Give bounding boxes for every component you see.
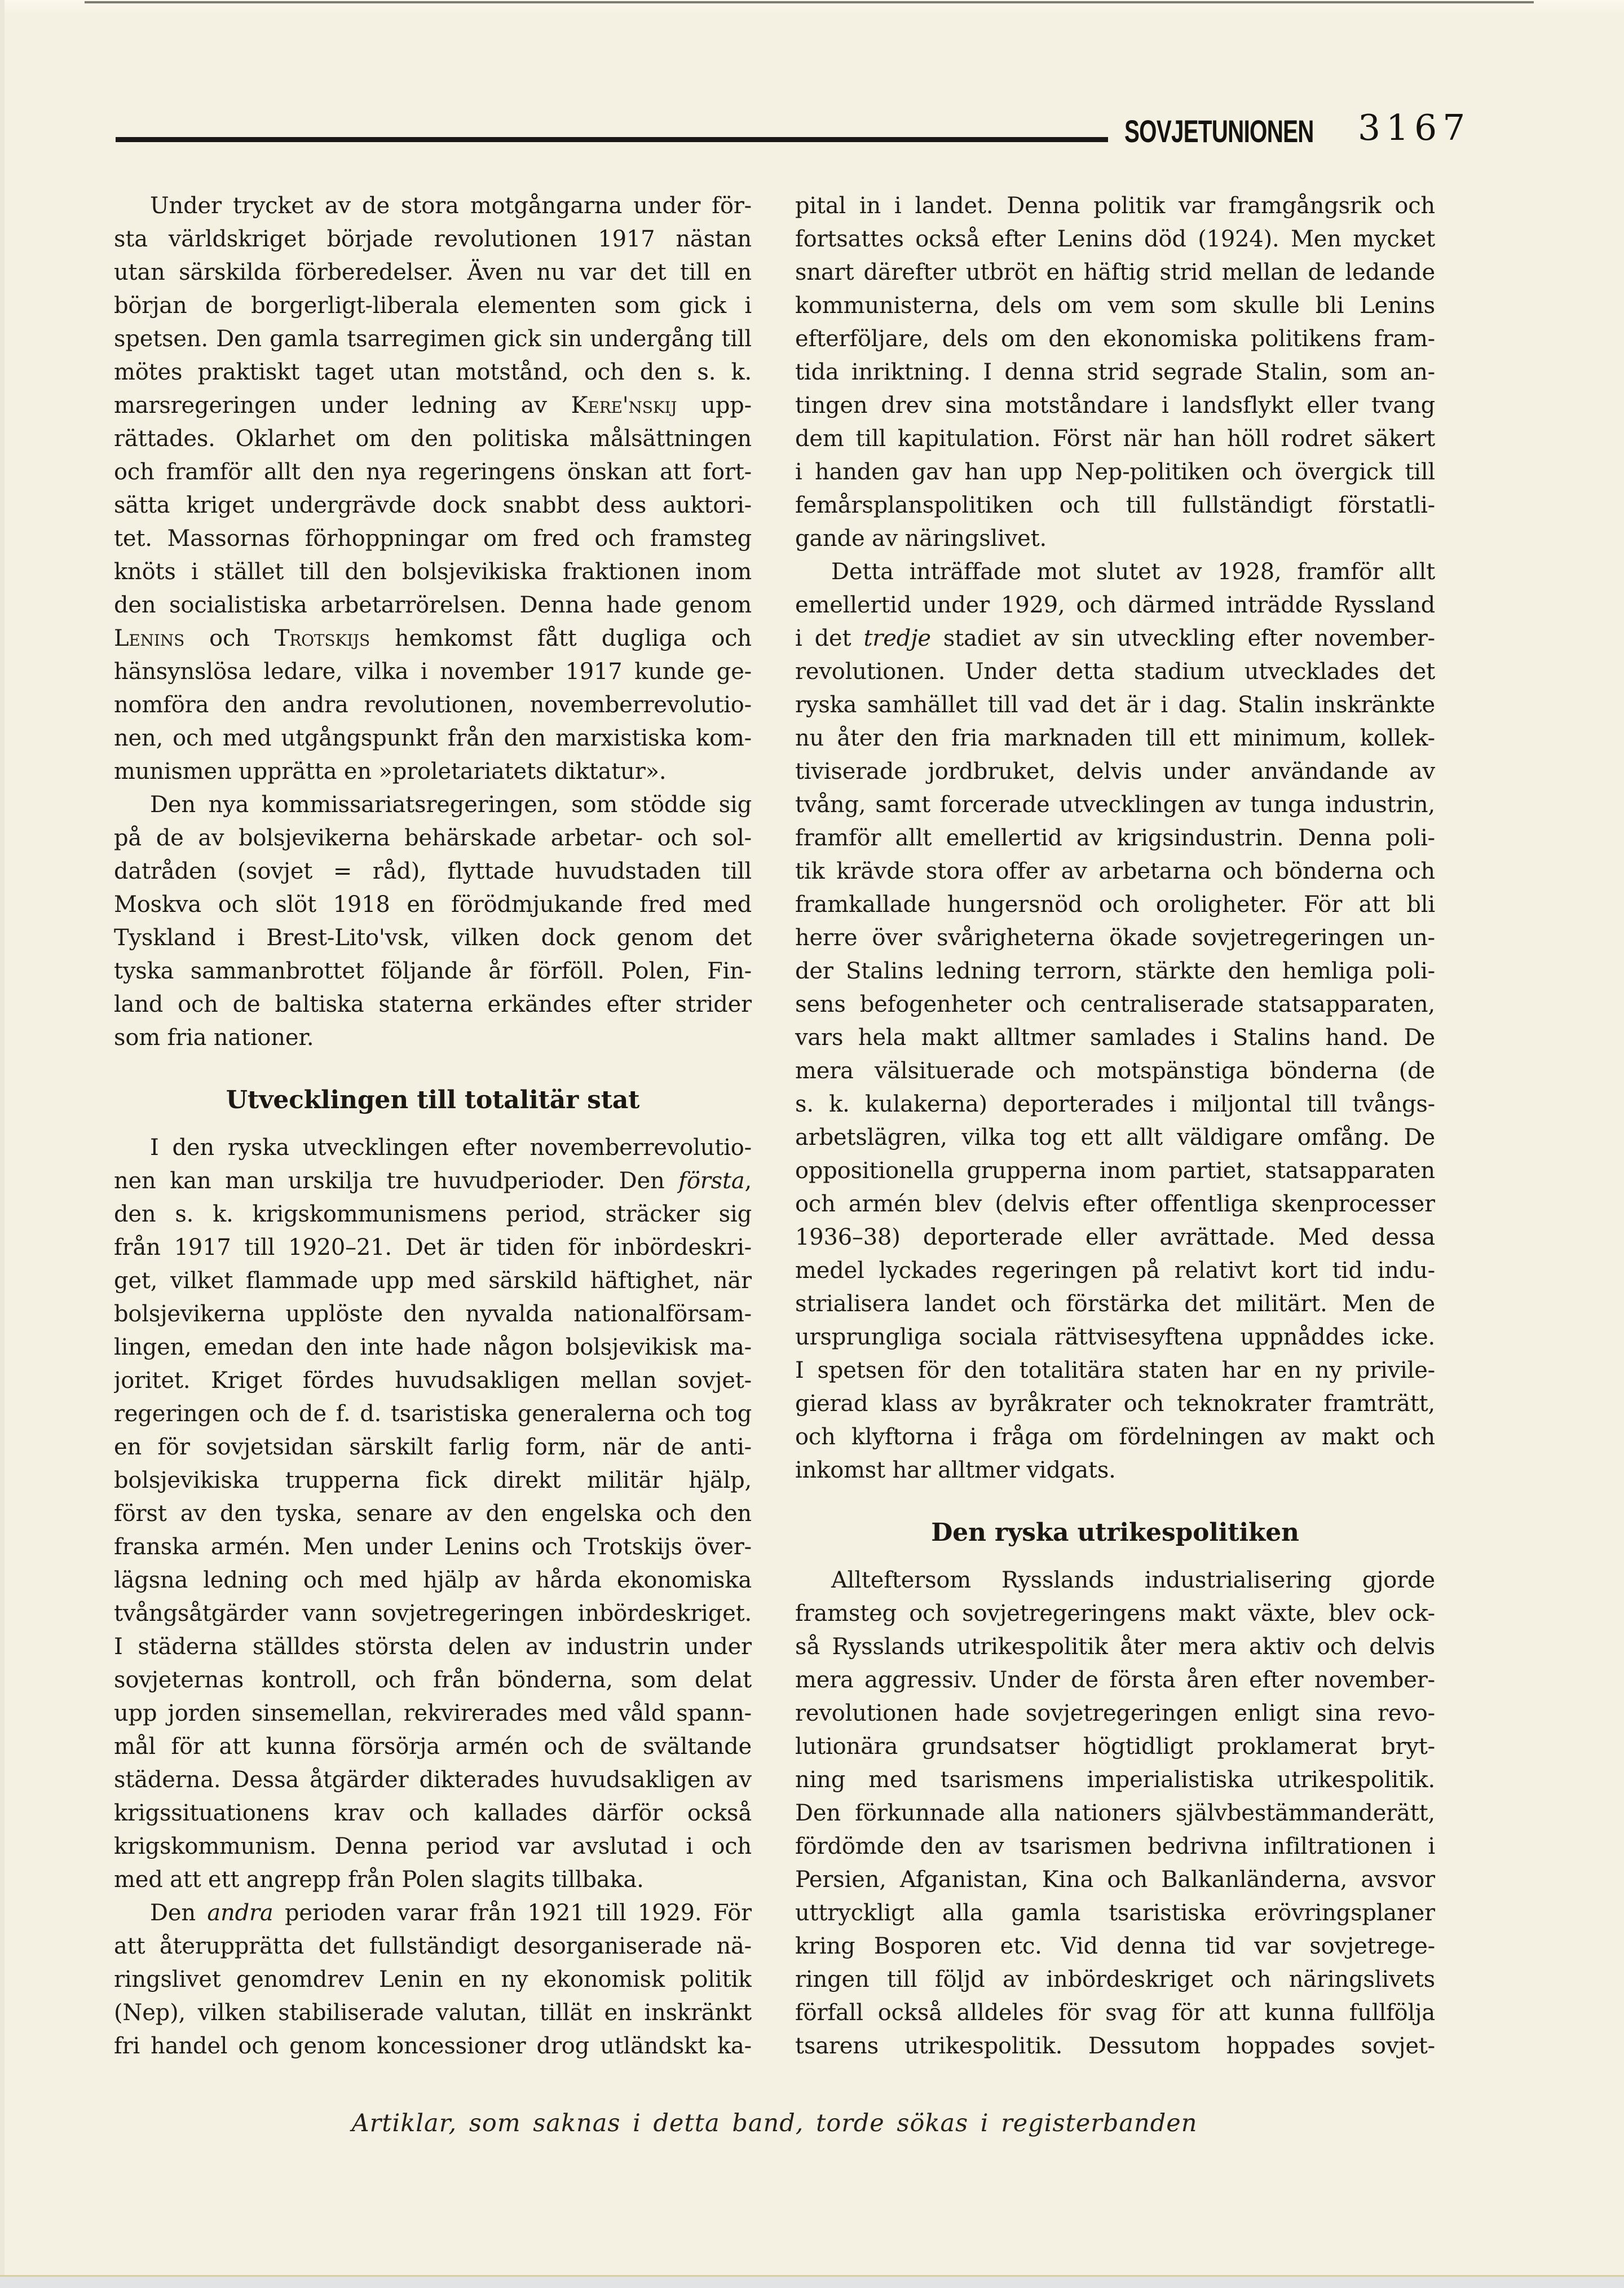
text-line: vars hela makt alltmer samlades i Stalins hand. De [795, 1025, 1435, 1051]
text-line: efterföljare, dels om den ekonomiska politikens fram- [795, 326, 1435, 352]
text-line: nu åter den fria marknaden till ett minimum, kollek- [795, 725, 1435, 751]
text-line: joritet. Kriget fördes huvudsakligen mellan sovjet- [114, 1368, 752, 1394]
text-line: fri handel och genom koncessioner drog utländskt ka- [114, 2033, 752, 2059]
text-line: utan särskilda förberedelser. Även nu var det till en [114, 259, 752, 285]
text-line: kommunisterna, dels om vem som skulle bli Lenins [795, 293, 1435, 319]
text-line: tik krävde stora offer av arbetarna och bönderna och [795, 858, 1435, 884]
text-line: I städerna ställdes största delen av industrin under [114, 1634, 752, 1660]
text-line: sätta kriget undergrävde dock snabbt dess auktori- [114, 492, 752, 518]
scan-edge-left [0, 0, 5, 2275]
right-column [795, 189, 1435, 2063]
text-line: framkallade hungersnöd och oroligheter. För att bli [795, 892, 1435, 918]
text-line: fortsattes också efter Lenins död (1924). Men mycket [795, 226, 1435, 252]
text-line: marsregeringen under ledning av Kere'nskij upp- [114, 393, 752, 418]
text-line: lägsna ledning och med hjälp av hårda ekonomiska [114, 1567, 752, 1593]
text-line: Lenins och Trotskijs hemkomst fått dugliga och [114, 625, 752, 651]
text-line: ning med tsarismens imperialistiska utrikespolitik. [795, 1767, 1435, 1793]
text-line: uttryckligt alla gamla tsaristiska erövringsplaner [795, 1900, 1435, 1926]
text-line: snart därefter utbröt en häftig strid mellan de ledande [795, 259, 1435, 285]
text-line: spetsen. Den gamla tsarregimen gick sin undergång till [114, 326, 752, 352]
text-line: tsarens utrikespolitik. Dessutom hoppades sovjet- [795, 2033, 1435, 2059]
text-line: mötes praktiskt taget utan motstånd, och den s. k. [114, 359, 752, 385]
text-line: munismen upprätta en »proletariatets diktatur». [114, 759, 667, 784]
text-line: femårsplanspolitiken och till fullständigt förstatli- [795, 492, 1435, 518]
text-line: krigskommunism. Denna period var avslutad i och [114, 1833, 752, 1859]
text-line: från 1917 till 1920–21. Det är tiden för inbördeskri- [114, 1235, 752, 1260]
text-line: franska armén. Men under Lenins och Trotskijs över- [114, 1534, 752, 1560]
text-line: oppositionella grupperna inom partiet, statsapparaten [795, 1158, 1435, 1184]
text-line: upp jorden sinsemellan, rekvirerades med våld spann- [114, 1700, 752, 1726]
italic-text: första [678, 1168, 745, 1194]
italic-text: tredje [863, 625, 931, 651]
footer-note: Artiklar, som saknas i detta band, torde sökas i registerbanden [351, 2109, 1198, 2137]
page-number: 3167 [1358, 107, 1471, 148]
text-line: krigssituationens krav och kallades därför också [114, 1800, 752, 1826]
text-line: emellertid under 1929, och därmed inträdde Ryssland [795, 592, 1435, 618]
text-line: ringen till följd av inbördeskriget och näringslivets [795, 1967, 1435, 1992]
italic-text: andra [207, 1900, 273, 1926]
text-line: förfall också alldeles för svag för att kunna fullfölja [795, 2000, 1435, 2026]
text-line: gierad klass av byråkrater och teknokrater framträtt, [795, 1391, 1435, 1417]
text-line: tvång, samt forcerade utvecklingen av tunga industrin, [795, 792, 1435, 818]
text-line: och armén blev (delvis efter offentliga skenprocesser [795, 1191, 1435, 1217]
text-line: tvångsåtgärder vann sovjetregeringen inbördeskriget. [114, 1601, 752, 1626]
paragraph [114, 1897, 752, 2063]
text-line: (Nep), vilken stabiliserade valutan, tillät en inskränkt [114, 2000, 752, 2026]
text-line: hänsynslösa ledare, vilka i november 1917 kunde ge- [114, 659, 752, 685]
scan-edge-artifact [85, 1, 1534, 3]
text-line: I spetsen för den totalitära staten har en ny privile- [795, 1357, 1435, 1383]
text-line: land och de baltiska staterna erkändes efter strider [114, 991, 752, 1017]
text-line: en för sovjetsidan särskilt farlig form, när de anti- [114, 1434, 752, 1460]
text-line: bolsjevikerna upplöste den nyvalda nationalförsam- [114, 1301, 752, 1327]
text-line: herre över svårigheterna ökade sovjetregeringen un- [795, 925, 1435, 951]
text-line: sta världskriget började revolutionen 1917 nästan [114, 226, 752, 252]
text-line: Den andra perioden varar från 1921 till 1929. För [150, 1900, 752, 1926]
text-line: bolsjevikiska trupperna fick direkt militär hjälp, [114, 1467, 752, 1493]
text-line: I den ryska utvecklingen efter novemberrevolutio- [150, 1135, 752, 1161]
text-line: och framför allt den nya regeringens önskan att fort- [114, 459, 752, 485]
text-line: s. k. kulakerna) deporterades i miljontal till tvångs- [795, 1091, 1435, 1117]
text-line: som fria nationer. [114, 1025, 314, 1051]
text-line: lutionära grundsatser högtidligt proklamerat bryt- [795, 1734, 1435, 1760]
small-caps-name: Kere'nskij [571, 393, 677, 418]
text-line: tet. Massornas förhoppningar om fred och framsteg [114, 526, 752, 552]
text-line: början de borgerligt-liberala elementen som gick i [114, 293, 752, 319]
text-line: pital in i landet. Denna politik var framgångsrik och [795, 193, 1435, 219]
section-heading: Den ryska utrikespolitiken [931, 1518, 1299, 1547]
paragraph [795, 1564, 1435, 2063]
text-line: inkomst har alltmer vidgats. [795, 1457, 1116, 1483]
section-heading: Utvecklingen till totalitär stat [226, 1086, 640, 1114]
text-line: ringslivet genomdrev Lenin en ny ekonomisk politik [114, 1967, 752, 1992]
text-line: Tyskland i Brest-Lito'vsk, vilken dock genom det [114, 925, 752, 951]
text-line: framsteg och sovjetregeringens makt växte, blev ock- [795, 1601, 1435, 1626]
text-line: Persien, Afganistan, Kina och Balkanländerna, avsvor [795, 1867, 1435, 1893]
paragraph [114, 788, 752, 1055]
text-line: der Stalins ledning terrorn, stärkte den hemliga poli- [795, 958, 1435, 984]
text-line: den socialistiska arbetarrörelsen. Denna hade genom [114, 592, 752, 618]
text-line: get, vilket flammade upp med särskild häftighet, när [114, 1268, 752, 1294]
text-line: rättades. Oklarhet om den politiska målsättningen [114, 426, 752, 452]
text-line: ryska samhället till vad det är i dag. Stalin inskränkte [795, 692, 1435, 718]
paragraph [114, 1131, 752, 1897]
text-line: sovjeternas kontroll, och från bönderna, som delat [114, 1667, 752, 1693]
text-line: tingen drev sina motståndare i landsflykt eller tvang [795, 393, 1435, 418]
small-caps-name: Lenins [114, 625, 185, 651]
text-line: nomföra den andra revolutionen, novemberrevolutio- [114, 692, 752, 718]
text-line: på de av bolsjevikerna behärskade arbetar- och sol- [114, 825, 752, 851]
text-line: dem till kapitulation. Först när han höll rodret säkert [795, 426, 1435, 452]
text-line: regeringen och de f. d. tsaristiska generalerna och tog [114, 1401, 752, 1427]
text-line: Moskva och slöt 1918 en förödmjukande fred med [114, 892, 752, 918]
text-line: Detta inträffade mot slutet av 1928, framför allt [831, 559, 1435, 585]
text-line: Den förkunnade alla nationers självbestämmanderätt, [795, 1800, 1435, 1826]
text-line: mål för att kunna försörja armén och de svältande [114, 1734, 752, 1760]
text-line: medel lyckades regeringen på relativt kort tid indu- [795, 1258, 1435, 1284]
text-line: mera välsituerade och motspänstiga bönderna (de [795, 1058, 1435, 1084]
text-line: mera aggressiv. Under de första åren efter november- [795, 1667, 1435, 1693]
text-line: 1936–38) deporterade eller avrättade. Med dessa [795, 1224, 1435, 1250]
text-line: strialisera landet och förstärka det militärt. Men de [795, 1291, 1435, 1317]
text-line: kring Bosporen etc. Vid denna tid var sovjetrege- [795, 1933, 1435, 1959]
text-line: lingen, emedan den inte hade någon bolsjevikisk ma- [114, 1334, 752, 1360]
text-line: Den nya kommissariatsregeringen, som stödde sig [150, 792, 752, 818]
paragraph [795, 189, 1435, 556]
text-line: tyska sammanbrottet följande år förföll. Polen, Fin- [114, 958, 752, 984]
text-line: framför allt emellertid av krigsindustrin. Denna poli- [795, 825, 1435, 851]
running-title: SOVJETUNIONEN [1124, 113, 1314, 149]
text-line: med att ett angrepp från Polen slagits tillbaka. [114, 1867, 644, 1893]
text-line: datråden (sovjet = råd), flyttade huvudstaden till [114, 858, 752, 884]
text-line: ursprungliga sociala rättvisesyftena uppnåddes icke. [795, 1324, 1435, 1350]
small-caps-name: Trotskijs [274, 625, 370, 651]
text-line: tiviserade jordbruket, delvis under användande av [795, 759, 1435, 784]
header-rule [116, 137, 1108, 142]
text-line: den s. k. krigskommunismens period, sträcker sig [114, 1201, 752, 1227]
text-line: knöts i stället till den bolsjevikiska fraktionen inom [114, 559, 752, 585]
paragraph [114, 189, 752, 788]
text-line: nen, och med utgångspunkt från den marxistiska kom- [114, 725, 752, 751]
text-line: och klyftorna i fråga om fördelningen av makt och [795, 1424, 1435, 1450]
paragraph [795, 556, 1435, 1487]
text-line: städerna. Dessa åtgärder dikterades huvudsakligen av [114, 1767, 752, 1793]
text-line: i det tredje stadiet av sin utveckling efter november- [795, 625, 1435, 651]
text-line: Under trycket av de stora motgångarna under för- [150, 193, 752, 219]
text-line: arbetslägren, vilka tog ett allt väldigare omfång. De [795, 1125, 1435, 1150]
text-line: revolutionen hade sovjetregeringen enligt sina revo- [795, 1700, 1435, 1726]
text-line: så Rysslands utrikespolitik åter mera aktiv och delvis [795, 1634, 1435, 1660]
text-line: först av den tyska, senare av den engelska och den [114, 1501, 752, 1527]
text-line: fördömde den av tsarismen bedrivna infiltrationen i [795, 1833, 1435, 1859]
text-line: revolutionen. Under detta stadium utvecklades det [795, 659, 1435, 685]
text-line: sens befogenheter och centraliserade statsapparaten, [795, 991, 1435, 1017]
text-line: att återupprätta det fullständigt desorganiserade nä- [114, 1933, 752, 1959]
text-line: tida inriktning. I denna strid segrade Stalin, som an- [795, 359, 1435, 385]
text-line: nen kan man urskilja tre huvudperioder. Den första, [114, 1168, 752, 1194]
text-line: gande av näringslivet. [795, 526, 1047, 552]
text-line: i handen gav han upp Nep-politiken och övergick till [795, 459, 1435, 485]
left-column [114, 189, 752, 2063]
text-line: Allteftersom Rysslands industrialisering gjorde [831, 1567, 1435, 1593]
